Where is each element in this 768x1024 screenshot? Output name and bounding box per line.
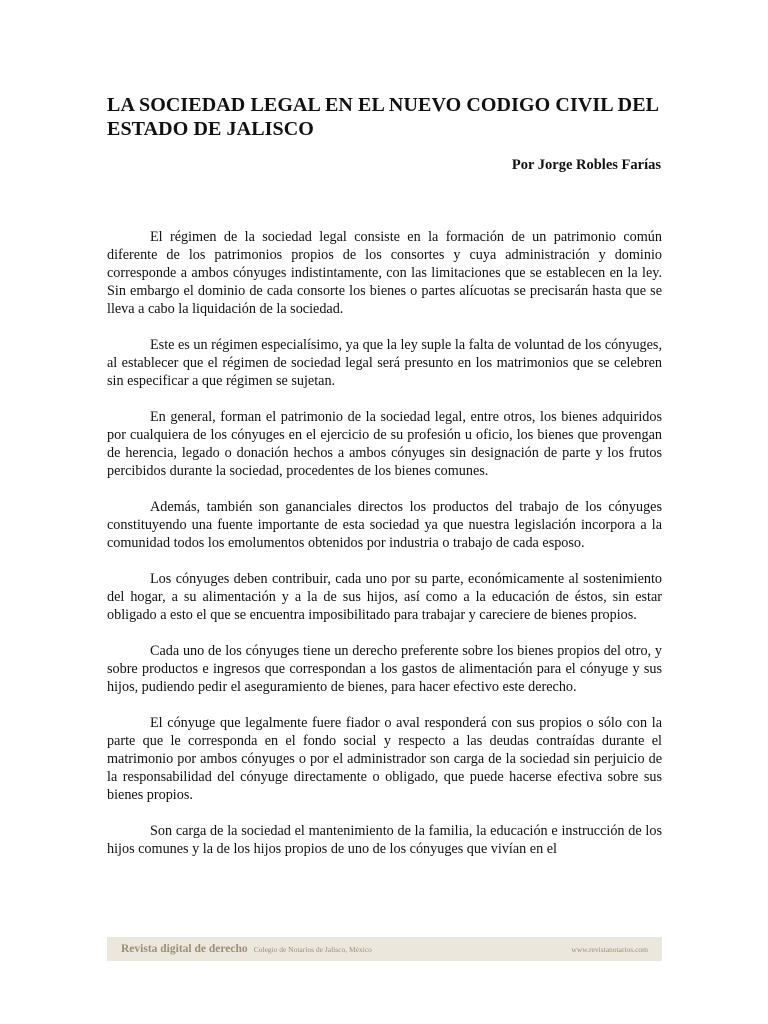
paragraph-4: Además, también son gananciales directos los productos del trabajo de los cónyuges constituyendo una fuente importante de esta sociedad ya que nuestra legislación incorpora a la comunidad todos los emolumentos obtenidos por industria o trabajo de cada esposo. [107, 499, 662, 551]
paragraph-2: Este es un régimen especialísimo, ya que la ley suple la falta de voluntad de los cónyuges, al establecer que el régimen de sociedad legal será presunto en los matrimonios que se celebren sin especificar a que régimen se sujetan. [107, 337, 662, 389]
paragraph-3: En general, forman el patrimonio de la sociedad legal, entre otros, los bienes adquiridos por cualquiera de los cónyuges en el ejercicio de su profesión u oficio, los bienes que provengan de herencia, legado o donación hechos a ambos cónyuges sin designación de parte y los frutos percibidos durante la sociedad, procedentes de los bienes comunes. [107, 409, 662, 479]
paragraph-7: El cónyuge que legalmente fuere fiador o aval responderá con sus propios o sólo con la parte que le corresponda en el fondo social y respecto a las deudas contraídas durante el matrimonio por ambos cónyuges o por el administrador son carga de la sociedad sin perjuicio de la responsabilidad del cónyuge directamente o obligado, que puede hacerse efectiva sobre sus bienes propios. [107, 715, 662, 803]
paragraph-8: Son carga de la sociedad el mantenimiento de la familia, la educación e instrucción de los hijos comunes y la de los hijos propios de uno de los cónyuges que vivían en el [107, 823, 662, 857]
page-footer [107, 937, 662, 961]
document-body [107, 228, 662, 876]
footer-org: Colegio de Notarios de Jalisco, México [253, 944, 372, 954]
footer-url: www.revistanotarios.com [571, 944, 648, 954]
footer-brand: Revista digital de derecho [121, 943, 248, 955]
document-author: Por Jorge Robles Farías [511, 157, 661, 173]
paragraph-5: Los cónyuges deben contribuir, cada uno por su parte, económicamente al sostenimiento del hogar, a su alimentación y a la de sus hijos, así como a la educación de éstos, sin estar obligado a esto el que se encuentra imposibilitado para trabajar y careciere de bienes propios. [107, 571, 662, 623]
paragraph-6: Cada uno de los cónyuges tiene un derecho preferente sobre los bienes propios del otro, y sobre productos e ingresos que correspondan a los gastos de alimentación para el cónyuge y sus hijos, pudiendo pedir el aseguramiento de bienes, para hacer efectivo este derecho. [107, 643, 662, 695]
document-title: LA SOCIEDAD LEGAL EN EL NUEVO CODIGO CIVIL DEL ESTADO DE JALISCO [107, 94, 659, 140]
paragraph-1: El régimen de la sociedad legal consiste en la formación de un patrimonio común diferente de los patrimonios propios de los consortes y cuya administración y dominio corresponde a ambos cónyuges indistintamente, con las limitaciones que se establecen en la ley. Sin embargo el dominio de cada consorte los bienes o partes alícuotas se precisarán hasta que se lleva a cabo la liquidación de la sociedad. [107, 229, 662, 317]
